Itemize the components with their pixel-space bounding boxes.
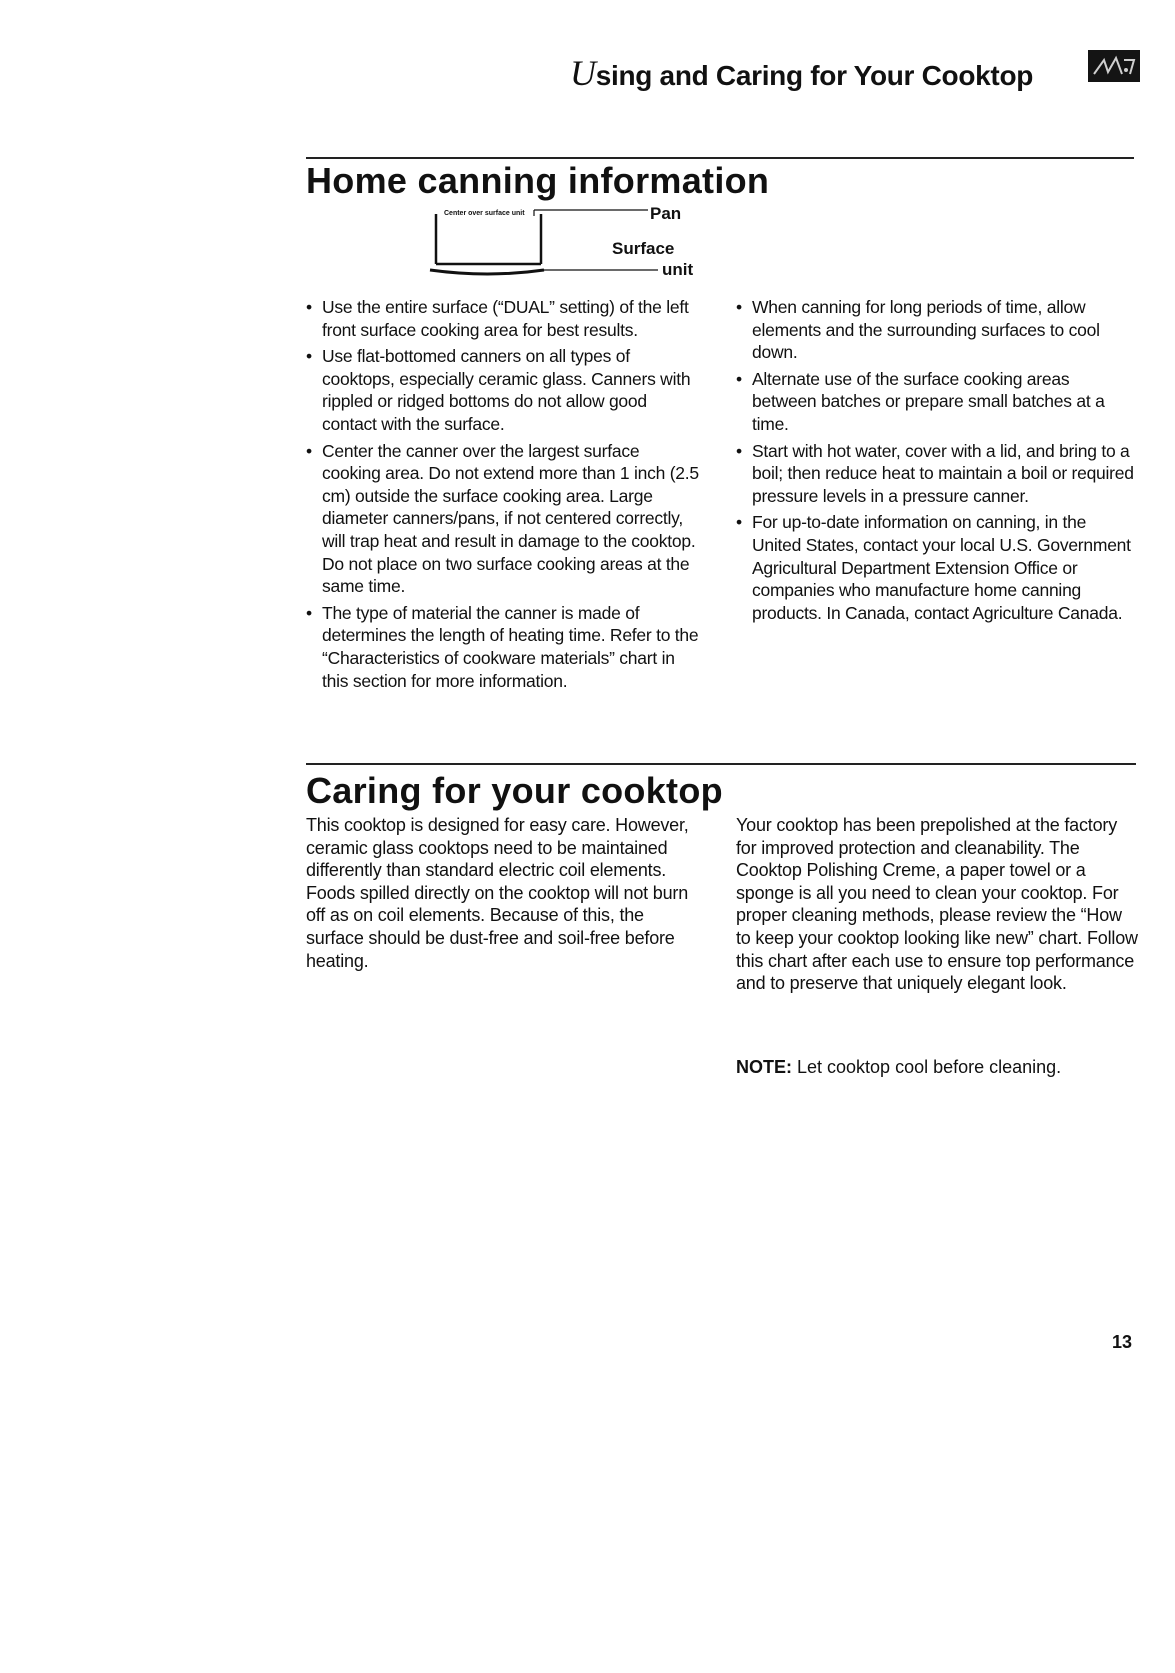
bullet-icon: • [736, 368, 742, 389]
section-title-caring: Caring for your cooktop [306, 770, 723, 811]
bullet-icon: • [306, 346, 312, 367]
page-number: 13 [1112, 1332, 1133, 1352]
bullet-icon: • [736, 297, 742, 317]
section-divider [306, 763, 1136, 765]
diagram-label-pan: Pan [650, 204, 682, 223]
list-item [736, 440, 1136, 508]
section-divider [306, 157, 1134, 159]
list-item-text: Alternate use of the surface cooking areas between batches or prepare small batches at a time. [752, 368, 1105, 434]
canning-tips-right [736, 296, 1136, 628]
diagram-label-center: Center over surface unit [444, 210, 525, 217]
header-title-initial: U [570, 53, 596, 93]
diagram-label-surface: Surface [612, 239, 675, 258]
canner-diagram [420, 200, 720, 290]
caring-intro-paragraph: This cooktop is designed for easy care. However, ceramic glass cooktops need to be maintained differently than standard electric coil elements. Foods spilled directly on the cooktop will not burn off as on coil elements. Because of this, the surface should be dust-free and soil-free before heating. [306, 815, 689, 971]
range-logo-icon [1088, 50, 1140, 82]
note-text: Let cooktop cool before cleaning. [792, 1057, 1062, 1077]
list-item-text: Center the canner over the largest surface cooking area. Do not extend more than 1 inch (2.5 cm) outside the surface cooking area. Large diameter canners/pans, if not centered correctly, will trap heat and result in damage to the cooktop. Do not place on two surface cooking areas at the same time. [322, 440, 699, 597]
list-item [736, 368, 1136, 436]
bullet-icon: • [736, 512, 742, 533]
list-item [736, 296, 1136, 364]
bullet-icon: • [306, 440, 312, 461]
list-item [306, 602, 701, 692]
list-item-text: Use the entire surface (“DUAL” setting) of the left front surface cooking area for best results. [322, 297, 689, 340]
list-item-text: The type of material the canner is made of determines the length of heating time. Refer to the “Characteristics of cookware materials” chart in this section for more information. [322, 602, 699, 691]
list-item-text: Use flat-bottomed canners on all types of cooktops, especially ceramic glass. Canners with rippled or ridged bottoms do not allow good contact with the surface. [322, 346, 691, 434]
canning-tips-left [306, 296, 701, 696]
list-item-text: For up-to-date information on canning, in the United States, contact your local U.S. Government Agricultural Department Extension Office or companies who manufacture home canning products. In Canada, contact Agriculture Canada. [752, 512, 1131, 623]
list-item-text: Start with hot water, cover with a lid, and bring to a boil; then reduce heat to maintain a boil or required pressure levels in a pressure canner. [752, 440, 1134, 506]
header-title-text: sing and Caring for Your Cooktop [595, 60, 1034, 91]
note-label: NOTE: [736, 1057, 792, 1077]
list-item-text: When canning for long periods of time, allow elements and the surrounding surfaces to cool down. [752, 297, 1100, 363]
list-item [306, 440, 701, 598]
page-header-title [570, 52, 1033, 94]
list-item [306, 296, 701, 341]
bullet-icon: • [736, 440, 742, 461]
bullet-icon: • [306, 602, 312, 623]
caring-note [736, 1056, 1061, 1078]
list-item [736, 511, 1136, 624]
bullet-icon: • [306, 297, 312, 317]
list-item [306, 345, 701, 435]
section-title-home-canning: Home canning information [306, 160, 770, 201]
diagram-label-unit: unit [662, 260, 694, 279]
caring-polish-paragraph: Your cooktop has been prepolished at the factory for improved protection and cleanability. The Cooktop Polishing Creme, a paper towel or a sponge is all you need to clean your cooktop. For proper cleaning methods, please review the “How to keep your cooktop looking like new” chart. Follow this chart after each use to ensure top performance and to preserve that uniquely elegant look. [736, 815, 1138, 994]
